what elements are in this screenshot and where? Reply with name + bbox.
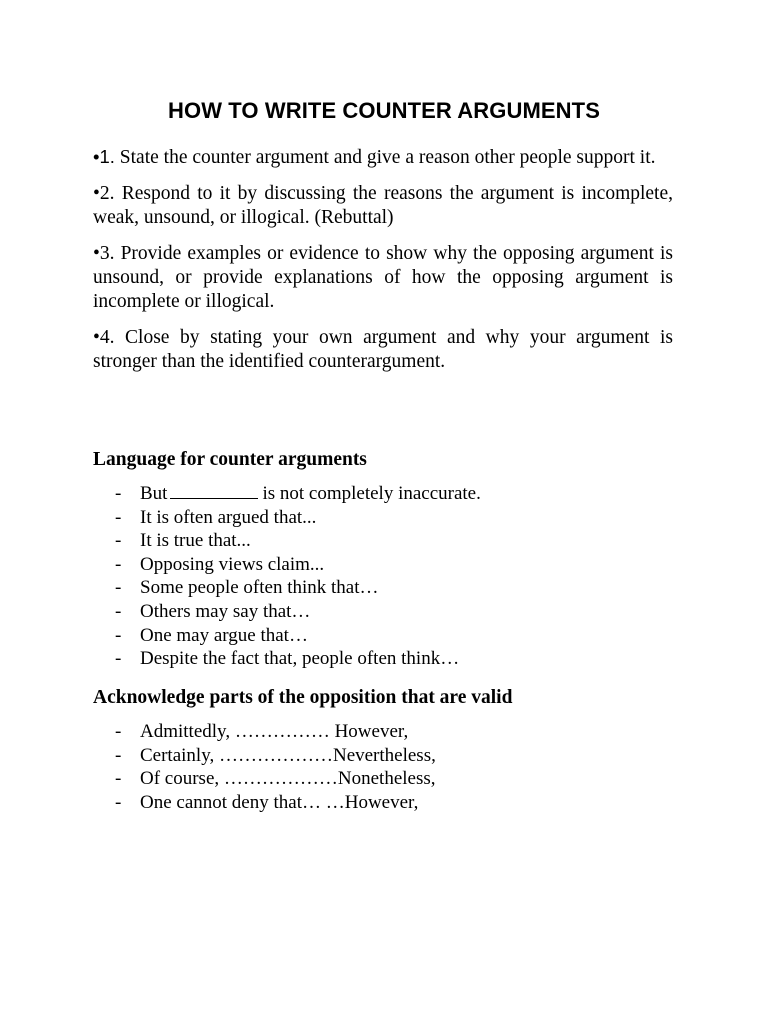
list-item xyxy=(93,506,693,530)
phrase-text: One cannot deny that… …However, xyxy=(140,791,419,813)
dash-marker: - xyxy=(115,721,122,742)
phrase-text-before: But xyxy=(140,483,168,504)
step-text: Provide examples or evidence to show why the opposing argument is unsound, or provide explanations of how the opposing argument is incomplete or illogical. xyxy=(93,243,673,312)
dash-marker: - xyxy=(115,577,122,599)
step-item xyxy=(93,145,673,170)
phrase-text: Opposing views claim... xyxy=(140,553,325,575)
phrase-text-after: is not completely inaccurate. xyxy=(262,483,481,504)
phrase-text: Some people often think that… xyxy=(140,577,379,599)
language-section xyxy=(93,448,693,671)
dash-marker: - xyxy=(115,530,122,552)
section-heading: Acknowledge parts of the opposition that are valid xyxy=(93,687,513,708)
list-item xyxy=(93,600,693,624)
phrase-list xyxy=(93,482,693,671)
phrase-text: Admittedly, …………… However, xyxy=(140,721,409,742)
fill-in-blank xyxy=(170,483,258,499)
list-item xyxy=(93,720,693,744)
dash-marker: - xyxy=(115,600,122,622)
list-item xyxy=(93,553,693,577)
dash-marker: - xyxy=(115,791,122,813)
dash-marker: - xyxy=(115,768,122,790)
dash-marker: - xyxy=(115,553,122,575)
dash-marker: - xyxy=(115,744,122,766)
step-marker: •3. xyxy=(93,243,115,264)
step-marker: •4. xyxy=(93,327,115,348)
step-text: State the counter argument and give a reason other people support it. xyxy=(119,147,656,168)
phrase-list xyxy=(93,720,693,814)
dash-marker: - xyxy=(115,506,122,528)
phrase-text: Of course, ………………Nonetheless, xyxy=(140,768,436,790)
step-marker: •2. xyxy=(93,183,115,204)
list-item xyxy=(93,576,693,600)
list-item xyxy=(93,482,693,506)
step-item xyxy=(93,326,673,374)
list-item xyxy=(93,744,693,768)
phrase-text: One may argue that… xyxy=(140,624,308,646)
list-item xyxy=(93,791,693,815)
step-text: Close by stating your own argument and why your argument is stronger than the identified counterargument. xyxy=(93,327,674,372)
phrase-text: Certainly, ………………Nevertheless, xyxy=(140,744,436,766)
phrase-text: It is often argued that... xyxy=(140,506,317,528)
step-item xyxy=(93,242,673,314)
list-item xyxy=(93,647,693,671)
steps-list xyxy=(93,145,673,386)
step-marker: •1. xyxy=(93,146,115,167)
list-item xyxy=(93,624,693,648)
section-heading: Language for counter arguments xyxy=(93,449,367,470)
phrase-text: Others may say that… xyxy=(140,600,311,622)
acknowledge-section xyxy=(93,686,693,814)
list-item xyxy=(93,767,693,791)
step-item xyxy=(93,182,673,230)
phrase-text: Despite the fact that, people often think… xyxy=(140,648,460,670)
document-title: HOW TO WRITE COUNTER ARGUMENTS xyxy=(168,98,600,123)
step-text: Respond to it by discussing the reasons the argument is incomplete, weak, unsound, or illogical. (Rebuttal) xyxy=(93,183,674,228)
dash-marker: - xyxy=(115,648,122,670)
list-item xyxy=(93,529,693,553)
dash-marker: - xyxy=(115,624,122,646)
phrase-text: It is true that... xyxy=(140,530,251,552)
dash-marker: - xyxy=(115,483,122,504)
